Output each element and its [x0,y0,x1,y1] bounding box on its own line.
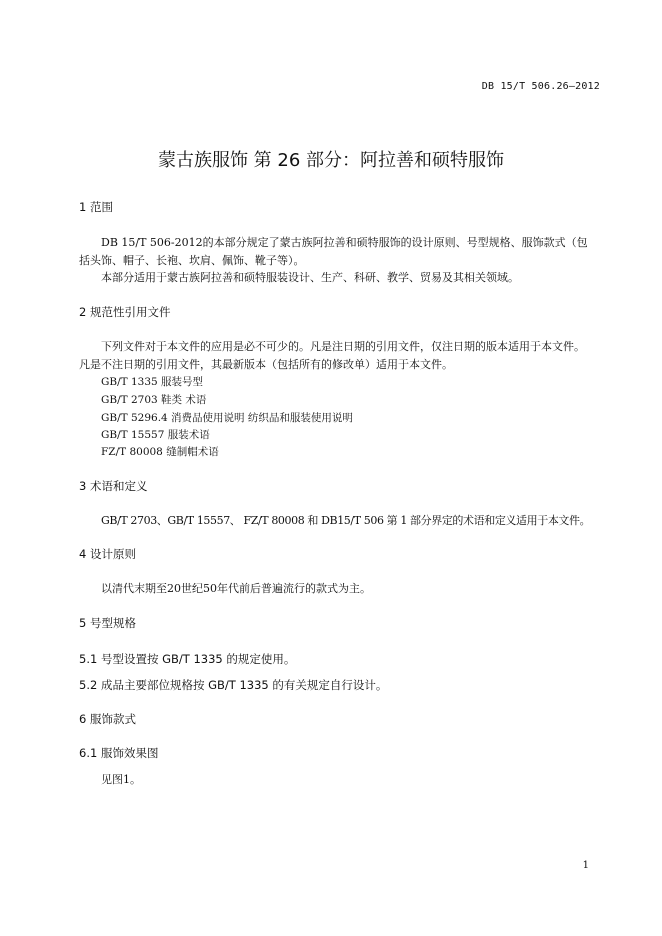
reference-item: FZ/T 80008 缝制帽术语 [101,446,219,458]
section-2-heading: 2 规范性引用文件 [79,305,171,319]
section-1-paragraph-1-line-2: 括头饰、帽子、长袍、坎肩、佩饰、靴子等）。 [79,254,305,267]
subsection-5-2: 5.2 成品主要部位规格按 GB/T 1335 的有关规定自行设计。 [79,678,388,692]
section-2-paragraph-line-1: 下列文件对于本文件的应用是必不可少的。凡是注日期的引用文件，仅注日期的版本适用于本文件。 [101,340,585,353]
section-1-paragraph-1-line-1: DB 15/T 506-2012的本部分规定了蒙古族阿拉善和硕特服饰的设计原则、号型规格、服饰款式（包 [101,236,588,249]
page-number: 1 [582,860,589,871]
document-title: 蒙古族服饰 第 26 部分：阿拉善和硕特服饰 [157,150,505,171]
section-6-heading: 6 服饰款式 [79,712,136,726]
section-3-heading: 3 术语和定义 [79,479,148,493]
reference-item: GB/T 2703 鞋类 术语 [101,394,207,406]
section-4-paragraph: 以清代末期至20世纪50年代前后普遍流行的款式为主。 [101,582,371,595]
section-5-heading: 5 号型规格 [79,616,136,630]
section-1-paragraph-2: 本部分适用于蒙古族阿拉善和硕特服装设计、生产、科研、教学、贸易及其相关领域。 [101,271,519,284]
section-6-paragraph: 见图1。 [101,773,141,786]
reference-item: GB/T 5296.4 消费品使用说明 纺织品和服装使用说明 [101,412,353,424]
subsection-5-1: 5.1 号型设置按 GB/T 1335 的规定使用。 [79,652,296,666]
reference-item: GB/T 15557 服装术语 [101,429,210,441]
section-3-paragraph: GB/T 2703、GB/T 15557、 FZ/T 80008 和 DB15/T 506 第 1 部分界定的术语和定义适用于本文件。 [101,514,591,527]
reference-item: GB/T 1335 服装号型 [101,376,204,388]
subsection-6-1: 6.1 服饰效果图 [79,746,159,760]
section-2-paragraph-line-2: 凡是不注日期的引用文件，其最新版本（包括所有的修改单）适用于本文件。 [79,358,453,371]
section-1-heading: 1 范围 [79,200,113,214]
standard-code: DB 15/T 506.26—2012 [481,81,600,92]
section-4-heading: 4 设计原则 [79,547,136,561]
